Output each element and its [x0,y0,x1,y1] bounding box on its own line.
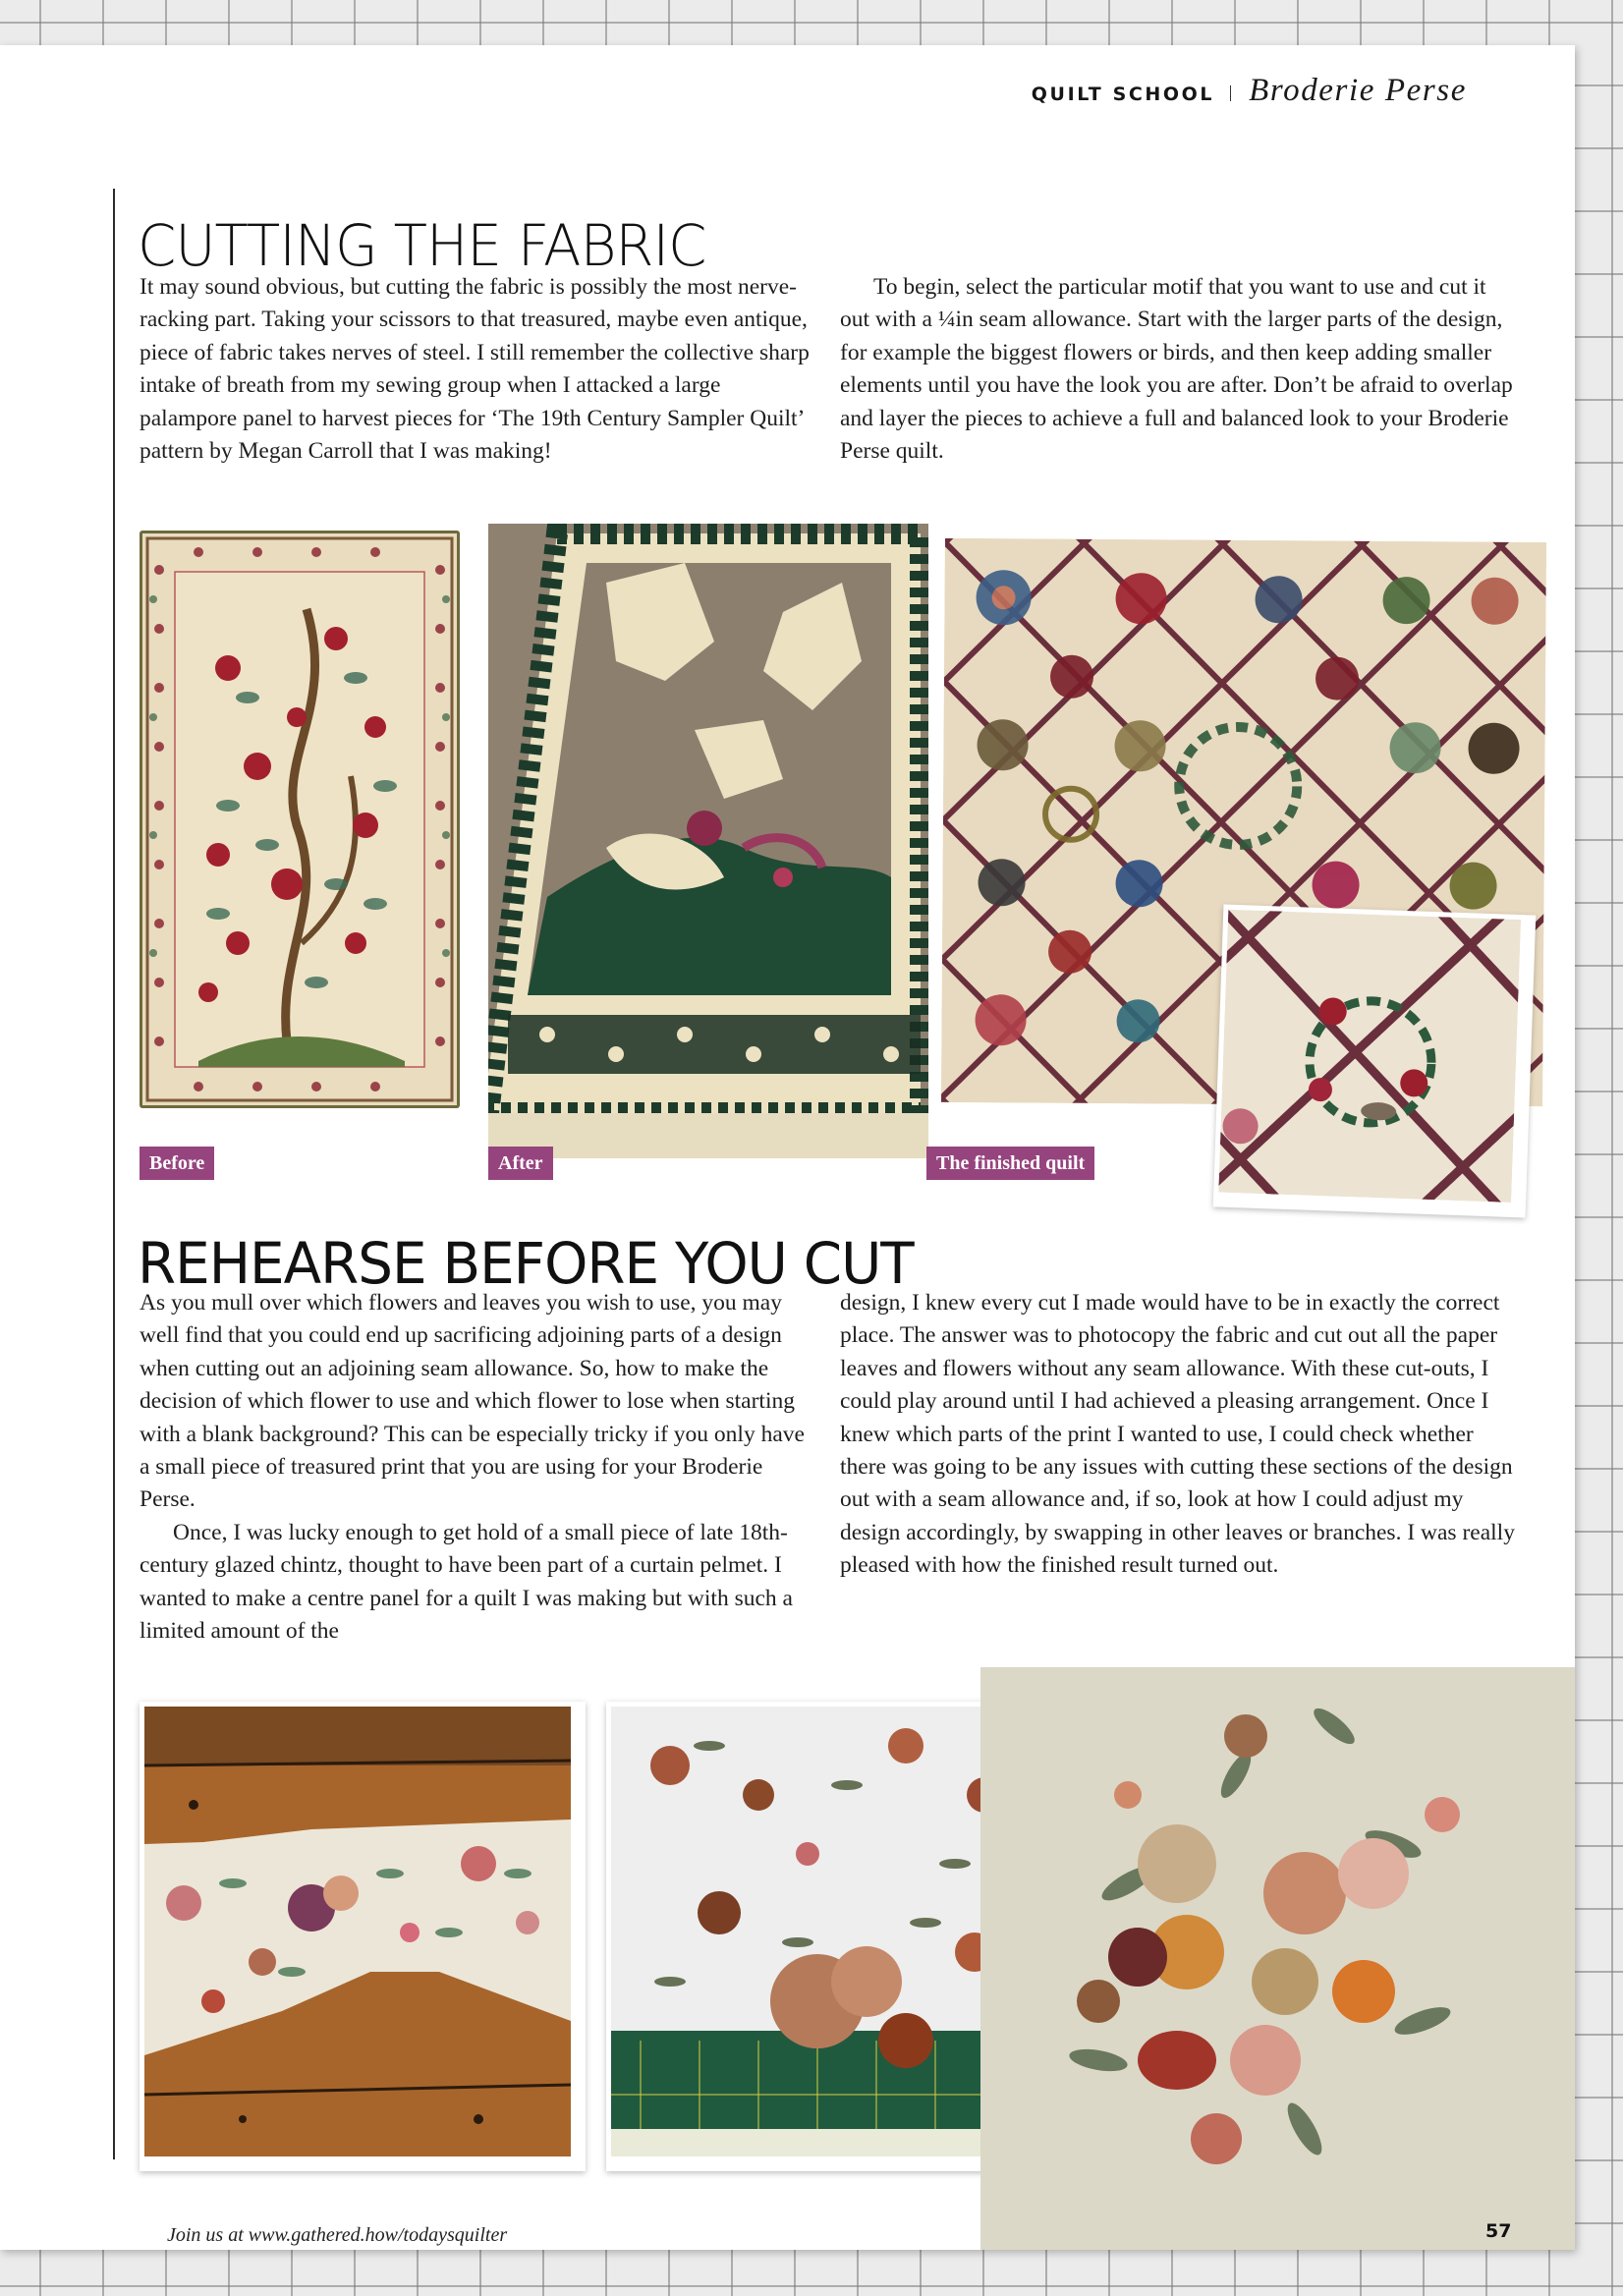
photo-paper-cutouts [606,1702,1038,2171]
body-paragraph: To begin, select the particular motif that you want to use and cut it out with a ¼in seam allowance. Start with the larger parts of the design, for example the biggest flowers or birds, and then keep adding smaller elements until you have the look you are after. Don’t be afraid to overlap and layer the pieces to achieve a full and balanced look to your Broderie Perse quilt. [840,274,1513,465]
header-section-title: Broderie Perse [1249,73,1467,108]
header-divider [1230,85,1231,101]
quilt-closeup-image [1218,910,1521,1203]
photo-quilt-closeup-inset [1213,905,1537,1218]
photo-after-cut-panel [488,524,928,1158]
footer-website-link[interactable]: Join us at www.gathered.how/todaysquilter [167,2224,508,2246]
cut-panel-image [488,524,928,1158]
caption-after: After [488,1147,553,1180]
paper-cutouts-image [611,1707,1024,2156]
photo-finished-centre-panel [980,1667,1575,2250]
heading-cutting-the-fabric: CUTTING THE FABRIC [138,212,706,279]
body-paragraph: Once, I was lucky enough to get hold of a small piece of late 18th-century glazed chintz, thought to have been part of a curtain pelmet. I wanted to make a centre panel for a quilt I was making but with such a limited amount of the [140,1519,793,1645]
caption-finished-quilt: The finished quilt [926,1147,1094,1180]
caption-before: Before [140,1147,214,1180]
chintz-pelmet-image [144,1707,571,2156]
section1-column-2 [840,271,1518,468]
body-paragraph: design, I knew every cut I made would have to be in exactly the correct place. The answer was to photocopy the fabric and cut out all the paper leaves and flowers without any seam allowance. With these cut-outs, I could play around until I had achieved a pleasing arrangement. Once I knew which parts of the print I wanted to use, I could check whether there was going to be any issues with cutting these sections of the design out with a seam allowance and, if so, look at how I could adjust my design accordingly, by swapping in other leaves or branches. I was really pleased with how the finished result turned out. [840,1290,1515,1579]
running-header [1032,73,1467,112]
body-paragraph: As you mull over which flowers and leaves you wish to use, you may well find that you could end up sacrificing adjoining parts of a design when cutting out an adjoining seam allowance. So, how to make the decision of which flower to use and which flower to lose when starting with a blank background? This can be especially tricky if you only have a small piece of treasured print that you are using for your Broderie Perse. [140,1290,805,1513]
page-number: 57 [1485,2220,1512,2242]
vertical-rule [113,189,115,2159]
centre-panel-image [980,1667,1575,2250]
palampore-panel-image [140,531,460,1108]
photo-chintz-pelmet [140,1702,586,2171]
header-kicker: QUILT SCHOOL [1031,84,1215,105]
magazine-page [0,45,1575,2250]
section2-column-2 [840,1287,1518,1583]
heading-rehearse-before-you-cut: REHEARSE BEFORE YOU CUT [138,1230,914,1297]
body-paragraph: It may sound obvious, but cutting the fabric is possibly the most nerve-racking part. Taking your scissors to that treasured, maybe even antique, piece of fabric takes nerves of steel. I still remember the collective sharp intake of breath from my sewing group when I attacked a large palampore panel to harvest pieces for ‘The 19th Century Sampler Quilt’ pattern by Megan Carroll that I was making! [140,274,810,465]
section2-column-1 [140,1287,817,1648]
photo-before-palampore-panel [140,531,460,1108]
section1-column-1 [140,271,817,468]
